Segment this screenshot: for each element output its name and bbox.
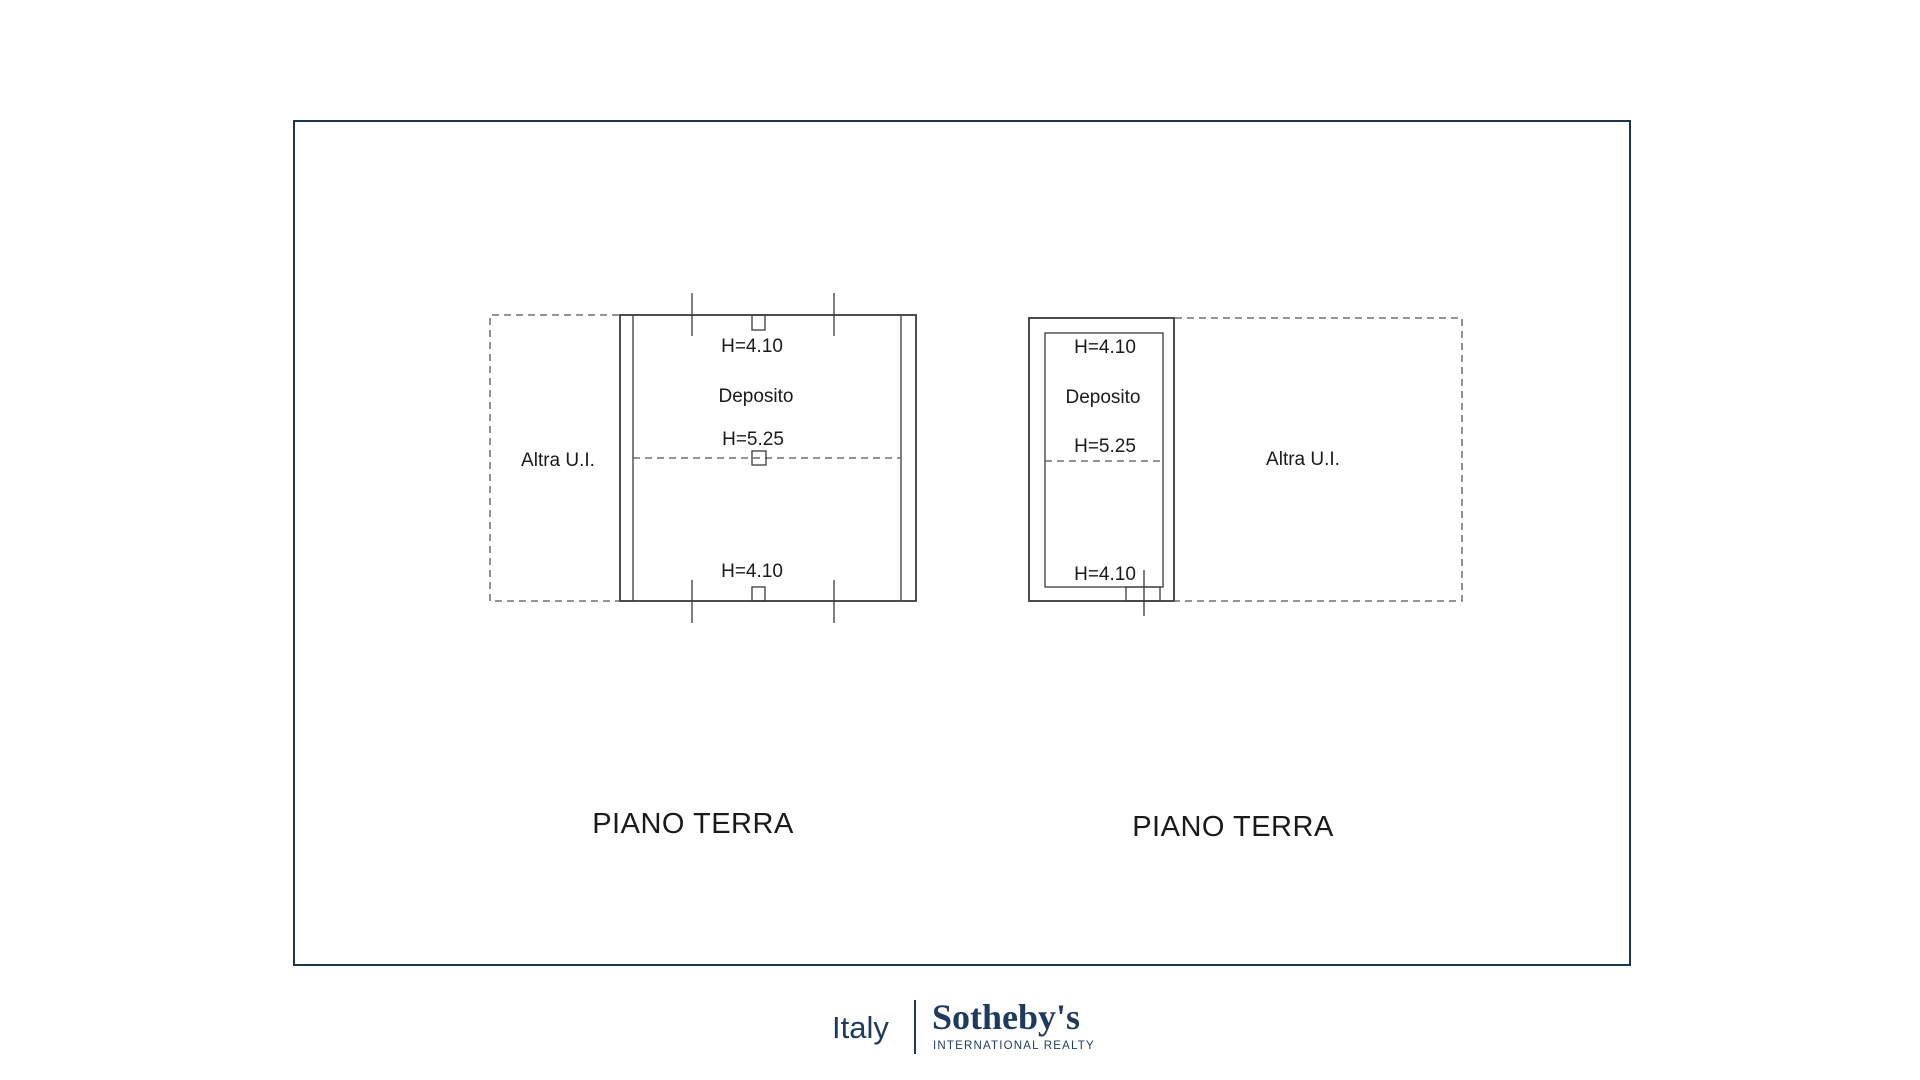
brand-subtitle: INTERNATIONAL REALTY [933, 1040, 1095, 1052]
left-floor-title: PIANO TERRA [592, 808, 794, 840]
left-height-middle: H=5.25 [722, 429, 784, 450]
right-height-middle: H=5.25 [1074, 436, 1136, 457]
right-room-name: Deposito [1065, 387, 1141, 408]
brand-logo [832, 996, 1132, 1060]
right-floor-plan [1029, 318, 1462, 843]
left-column-bottom [752, 587, 765, 601]
left-adjacent-unit-label: Altra U.I. [521, 450, 595, 471]
left-floor-plan [490, 293, 916, 840]
plan-frame [294, 121, 1630, 965]
left-column-top [752, 315, 765, 330]
right-height-top: H=4.10 [1074, 337, 1136, 358]
brand-name: Sotheby's [932, 997, 1081, 1037]
right-height-bottom: H=4.10 [1074, 564, 1136, 585]
brand-region: Italy [832, 1010, 889, 1045]
left-height-top: H=4.10 [721, 336, 783, 357]
right-adjacent-unit-label: Altra U.I. [1266, 449, 1340, 470]
right-deposit-inner [1045, 333, 1163, 587]
right-deposit-walls [1029, 318, 1174, 601]
right-door-detail [1126, 587, 1160, 601]
brand-divider [914, 1000, 916, 1054]
left-height-bottom: H=4.10 [721, 561, 783, 582]
right-floor-title: PIANO TERRA [1132, 811, 1334, 843]
left-room-name: Deposito [718, 386, 794, 407]
